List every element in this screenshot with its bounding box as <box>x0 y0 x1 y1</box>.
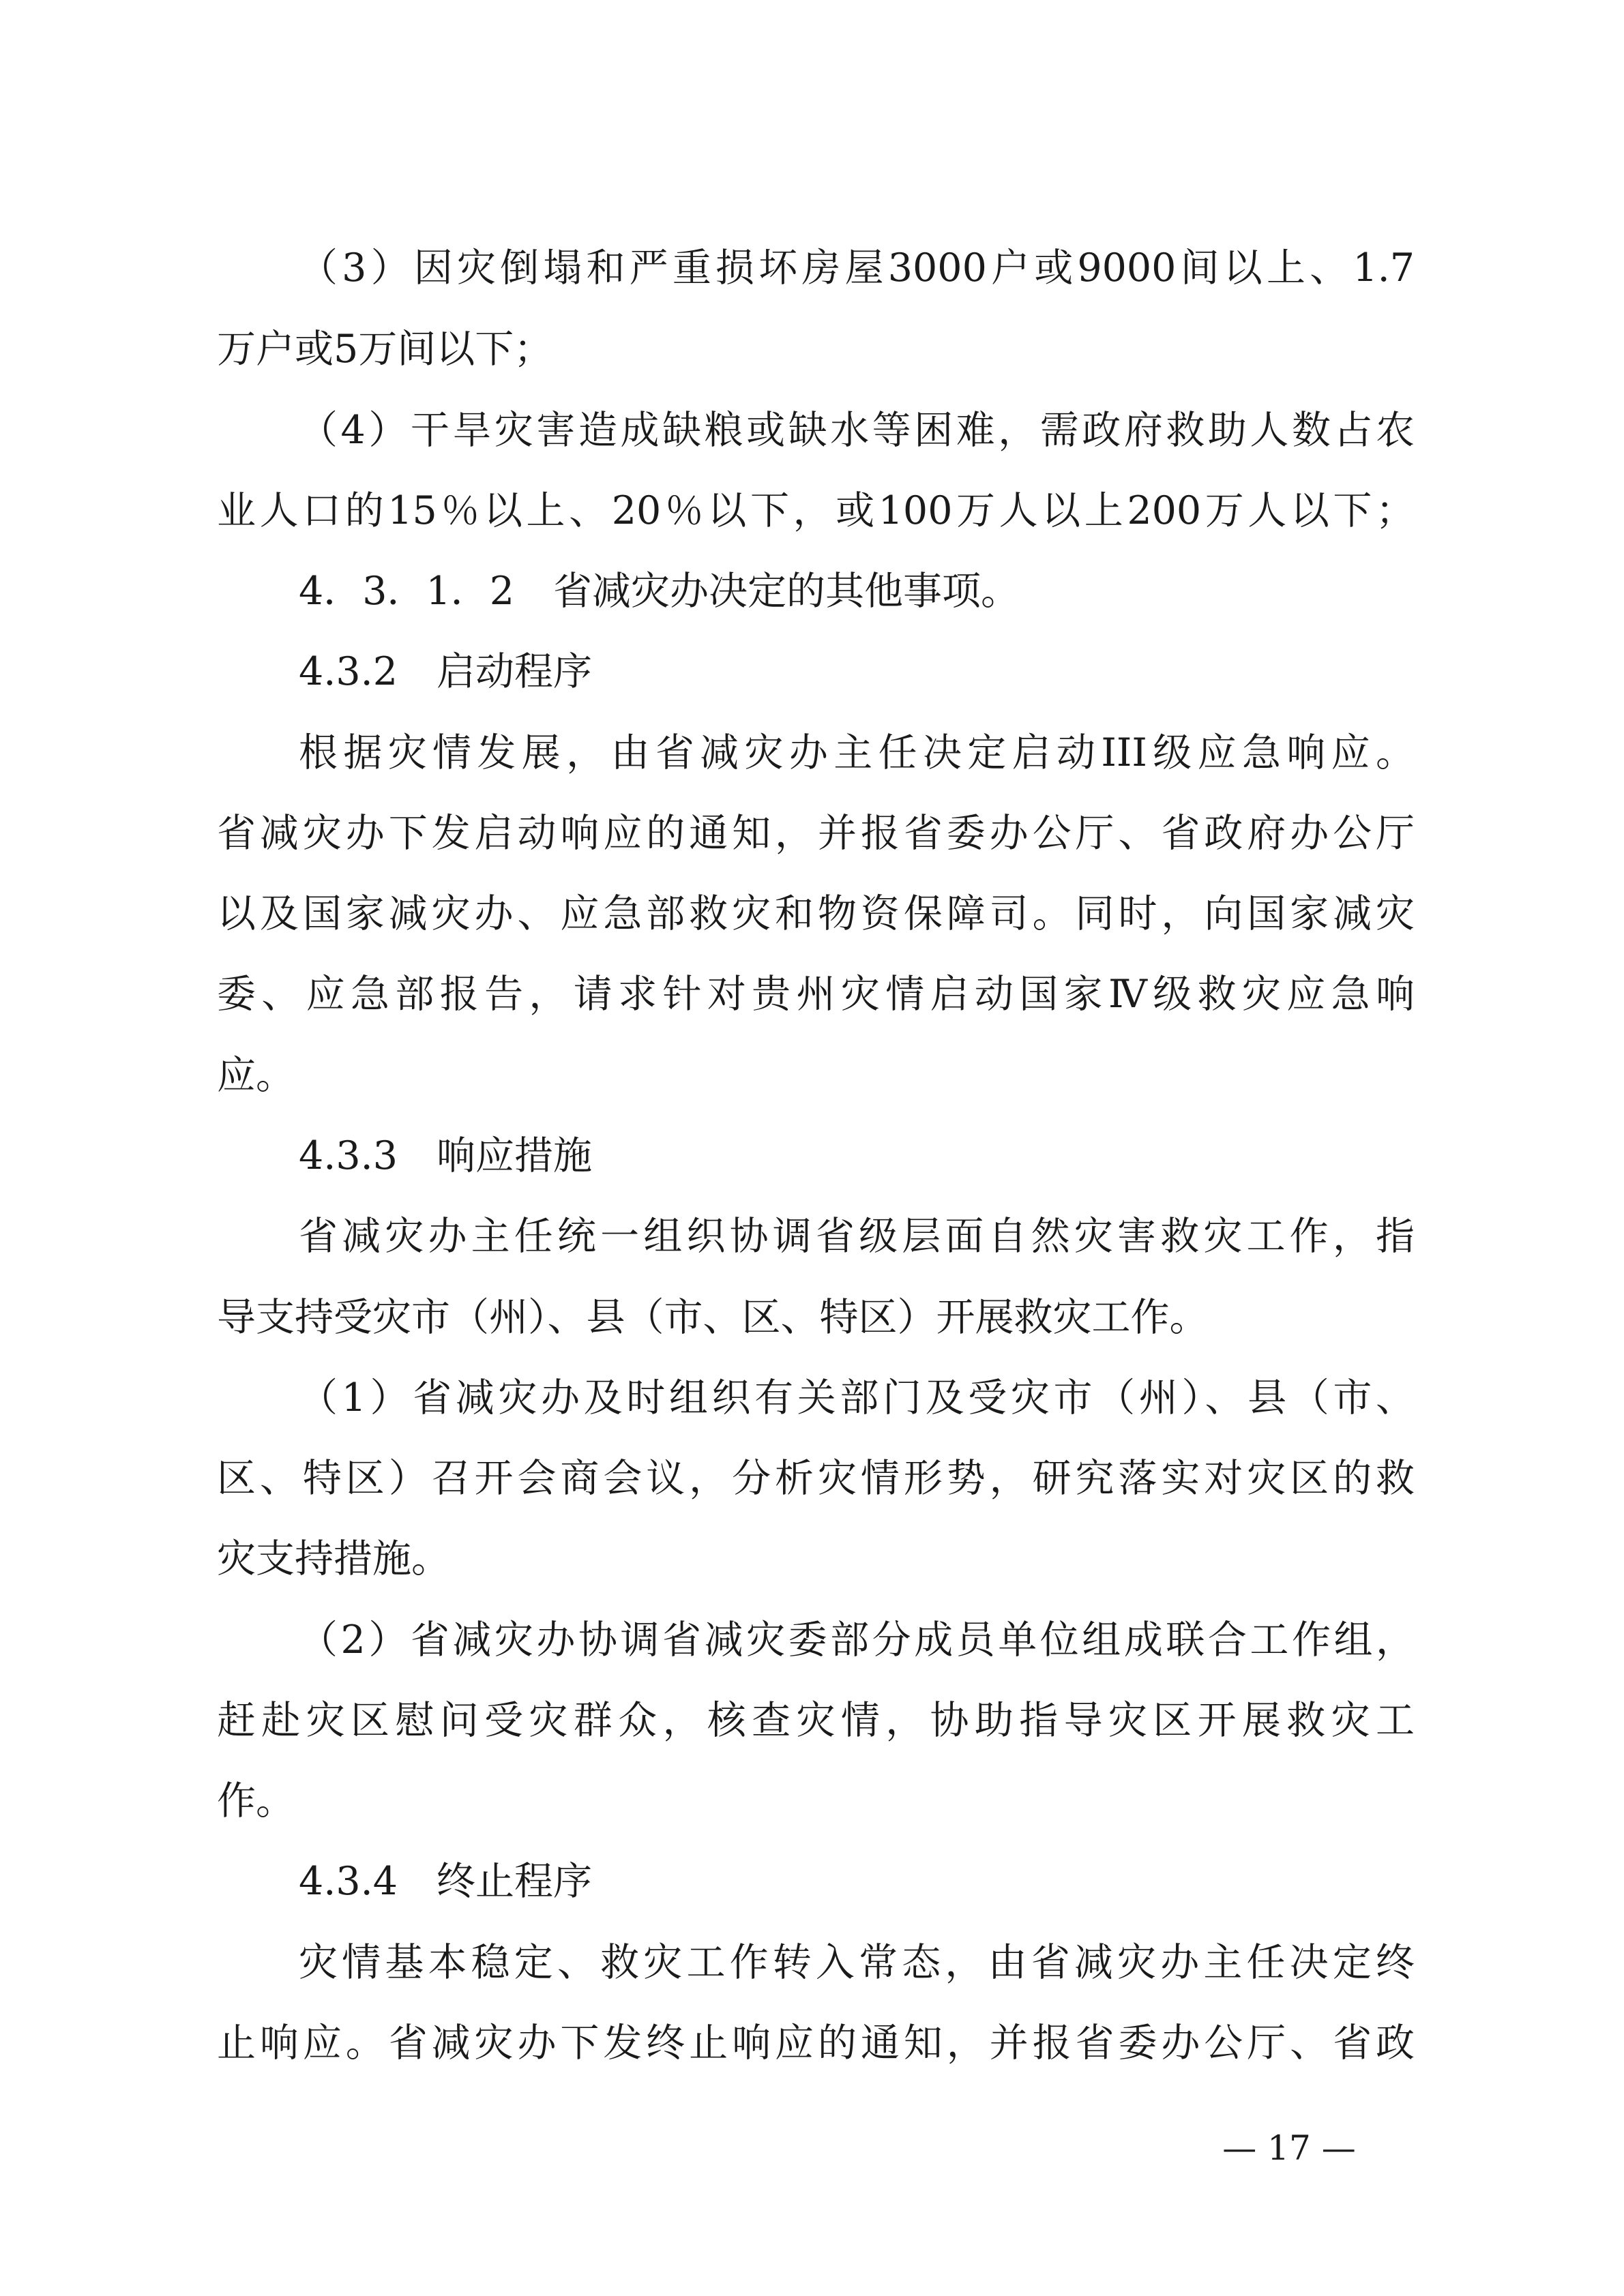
paragraph-line: 灾支持措施。 <box>217 1536 450 1581</box>
paragraph-line: 止响应。省减灾办下发终止响应的通知，并报省委办公厅、省政 <box>217 2021 1415 2066</box>
paragraph-line: （1）省减灾办及时组织有关部门及受灾市（州）、县（市、 <box>299 1375 1415 1420</box>
paragraph-line: 导支持受灾市（州）、县（市、区、特区）开展救灾工作。 <box>217 1295 1209 1340</box>
paragraph-line: （3）因灾倒塌和严重损坏房屋3000户或9000间以上、1.7 <box>299 245 1415 290</box>
paragraph-line: 根据灾情发展，由省减灾办主任决定启动III级应急响应。 <box>299 730 1415 775</box>
paragraph-line: 应。 <box>217 1053 295 1098</box>
paragraph-line: 业人口的15％以上、20％以下，或100万人以上200万人以下； <box>217 488 1415 533</box>
section-heading: 4.3.3 响应措施 <box>299 1133 593 1178</box>
paragraph-line: 以及国家减灾办、应急部救灾和物资保障司。同时，向国家减灾 <box>217 891 1415 936</box>
paragraph-line: 赶赴灾区慰问受灾群众，核查灾情，协助指导灾区开展救灾工 <box>217 1698 1415 1743</box>
section-item: 4．3．1．2 省减灾办决定的其他事项。 <box>299 569 1020 614</box>
section-heading: 4.3.2 启动程序 <box>299 649 593 694</box>
paragraph-line: （2）省减灾办协调省减灾委部分成员单位组成联合工作组， <box>299 1617 1415 1663</box>
paragraph-line: 区、特区）召开会商会议，分析灾情形势，研究落实对灾区的救 <box>217 1456 1415 1501</box>
paragraph-line: 灾情基本稳定、救灾工作转入常态，由省减灾办主任决定终 <box>299 1940 1415 1985</box>
paragraph-line: 委、应急部报告，请求针对贵州灾情启动国家Ⅳ级救灾应急响 <box>217 972 1415 1017</box>
paragraph-line: 作。 <box>217 1778 295 1823</box>
page-number: — 17 — <box>1222 2128 1356 2168</box>
paragraph-line: 万户或5万间以下； <box>217 327 553 372</box>
paragraph-line: 省减灾办下发启动响应的通知，并报省委办公厅、省政府办公厅 <box>217 811 1415 856</box>
paragraph-line: （4）干旱灾害造成缺粮或缺水等困难，需政府救助人数占农 <box>299 408 1415 453</box>
section-heading: 4.3.4 终止程序 <box>299 1859 593 1904</box>
paragraph-line: 省减灾办主任统一组织协调省级层面自然灾害救灾工作，指 <box>299 1214 1415 1259</box>
